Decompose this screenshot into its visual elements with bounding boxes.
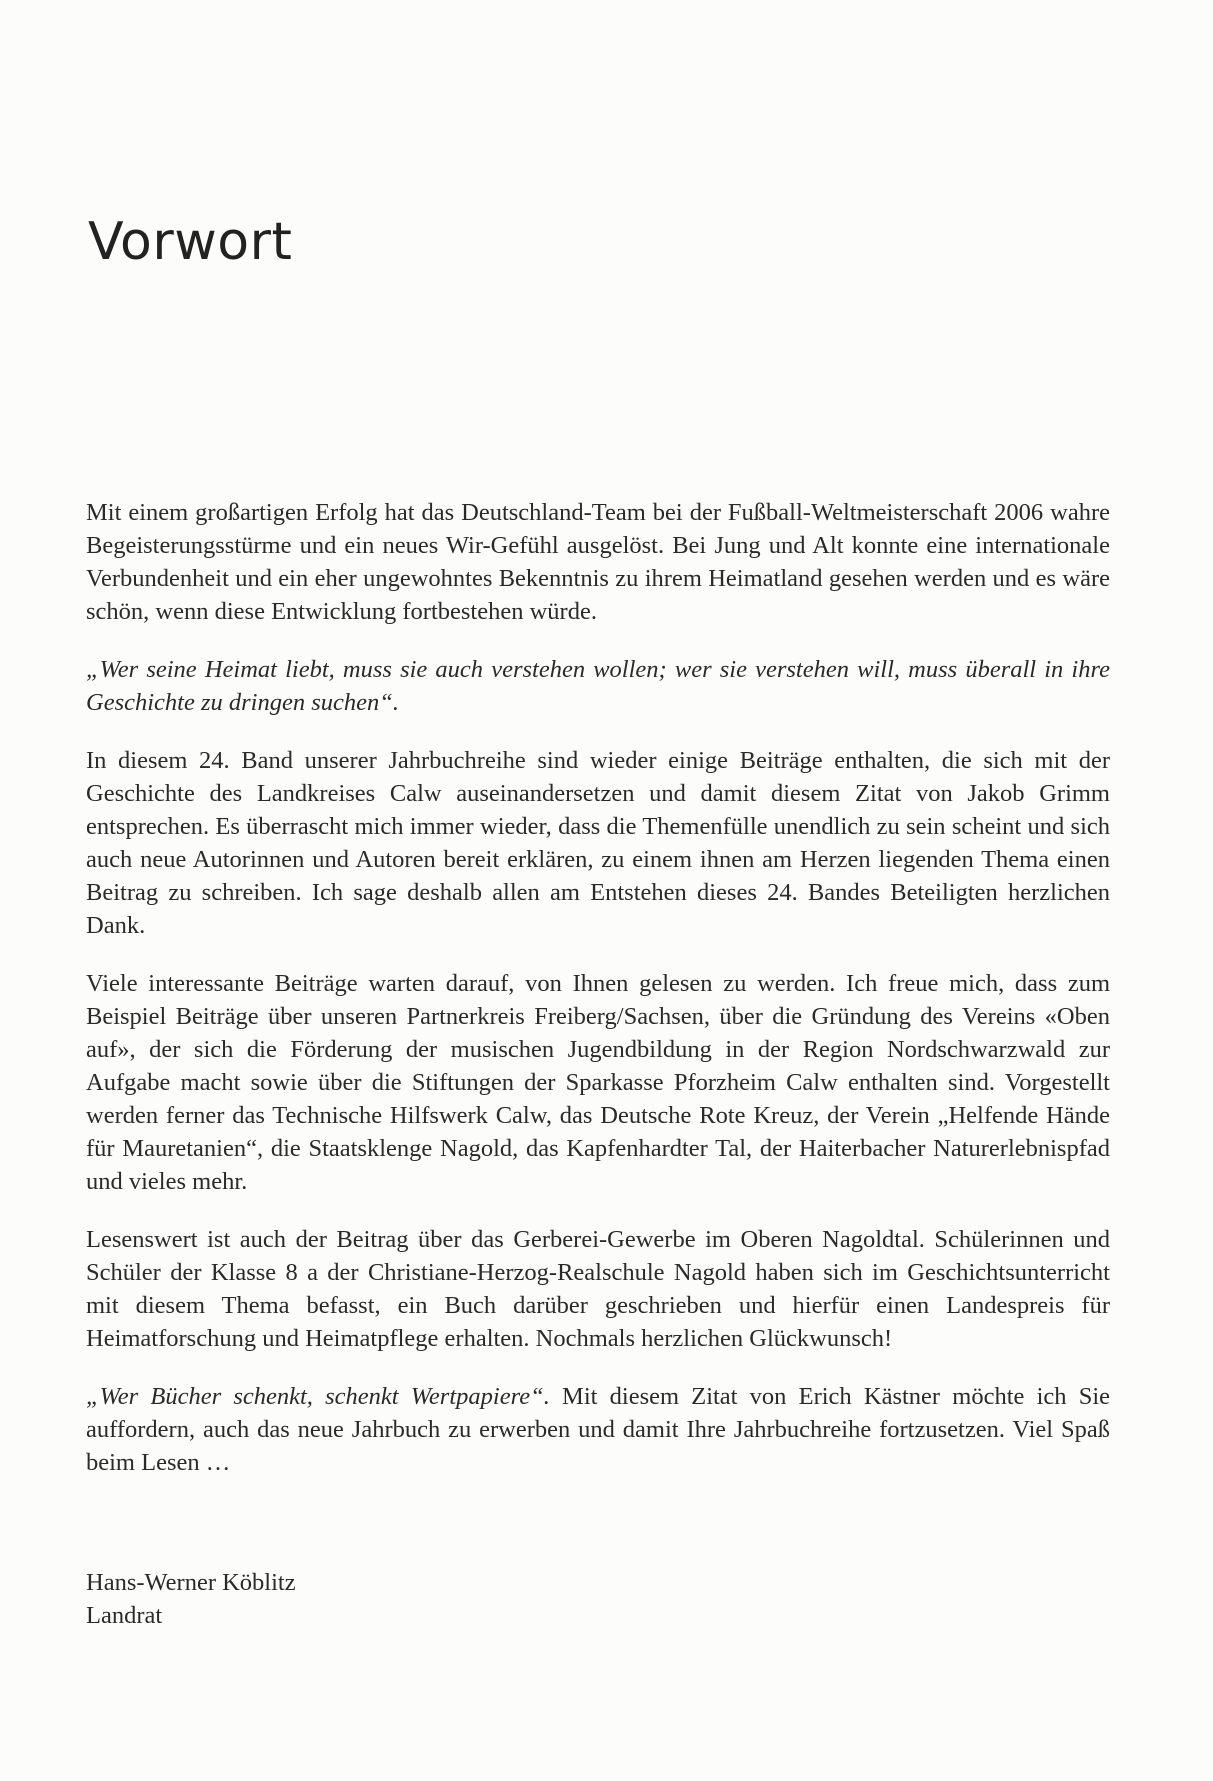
closing-text: Mit diesem Zitat von Erich Kästner möchte ich Sie auffordern, auch das neue Jahrbuch zu erwerben und damit Ihre Jahrbuchreihe fortzusetzen. Viel Spaß beim Lesen … [86,1383,1110,1476]
quote-grimm: „Wer seine Heimat liebt, muss sie auch verstehen wollen; wer sie verstehen will, muss überall in ihre Geschichte zu dringen suchen“. [86,656,1110,716]
paragraph-contributions: Viele interessante Beiträge warten darauf, von Ihnen gelesen zu werden. Ich freue mich, dass zum Beispiel Beiträge über unseren Partnerkreis Freiberg/Sachsen, über die Gründung des Vereins «Oben auf», der sich die Förderung der musischen Jugendbildung in der Region Nordschwarzwald zur Aufgabe macht sowie über die Stiftungen der Sparkasse Pforzheim Calw enthalten sind. Vorgestellt werden ferner das Technische Hilfswerk Calw, das Deutsche Rote Kreuz, der Verein „Helfende Hände für Mauretanien“, die Staatsklenge Nagold, das Kapfenhardter Tal, der Haiterbacher Naturerlebnispfad und vieles mehr. [86,970,1110,1195]
quote-kaestner: „Wer Bücher schenkt, schenkt Wertpapiere“. [86,1383,550,1410]
paragraph-closing [86,1380,1110,1479]
page-title: Vorwort [88,212,293,272]
signature-name: Hans-Werner Köblitz [86,1569,296,1596]
paragraph-volume: In diesem 24. Band unserer Jahrbuchreihe sind wieder einige Beiträge enthalten, die sich mit der Geschichte des Landkreises Calw auseinandersetzen und damit diesem Zitat von Jakob Grimm entsprechen. Es überrascht mich immer wieder, dass die Themenfülle unendlich zu sein scheint und sich auch neue Autorinnen und Autoren bereit erklären, zu einem ihnen am Herzen liegenden Thema einen Beitrag zu schreiben. Ich sage deshalb allen am Entstehen dieses 24. Bandes Beteiligten herzlichen Dank. [86,747,1110,939]
paragraph-tannery: Lesenswert ist auch der Beitrag über das Gerberei-Gewerbe im Oberen Nagoldtal. Schülerinnen und Schüler der Klasse 8 a der Christiane-Herzog-Realschule Nagold haben sich im Geschichtsunterricht mit diesem Thema befasst, ein Buch darüber geschrieben und hierfür einen Landespreis für Heimatforschung und Heimatpflege erhalten. Nochmals herzlichen Glückwunsch! [86,1226,1110,1352]
paragraph-intro: Mit einem großartigen Erfolg hat das Deutschland-Team bei der Fußball-Weltmeisterschaft 2006 wahre Begeisterungsstürme und ein neues Wir-Gefühl ausgelöst. Bei Jung und Alt konnte eine internationale Verbundenheit und ein eher ungewohntes Bekenntnis zu ihrem Heimatland gesehen werden und es wäre schön, wenn diese Entwicklung fortbestehen würde. [86,499,1110,625]
body-text [86,496,1110,1504]
signature-role: Landrat [86,1602,163,1629]
signature [86,1566,296,1632]
